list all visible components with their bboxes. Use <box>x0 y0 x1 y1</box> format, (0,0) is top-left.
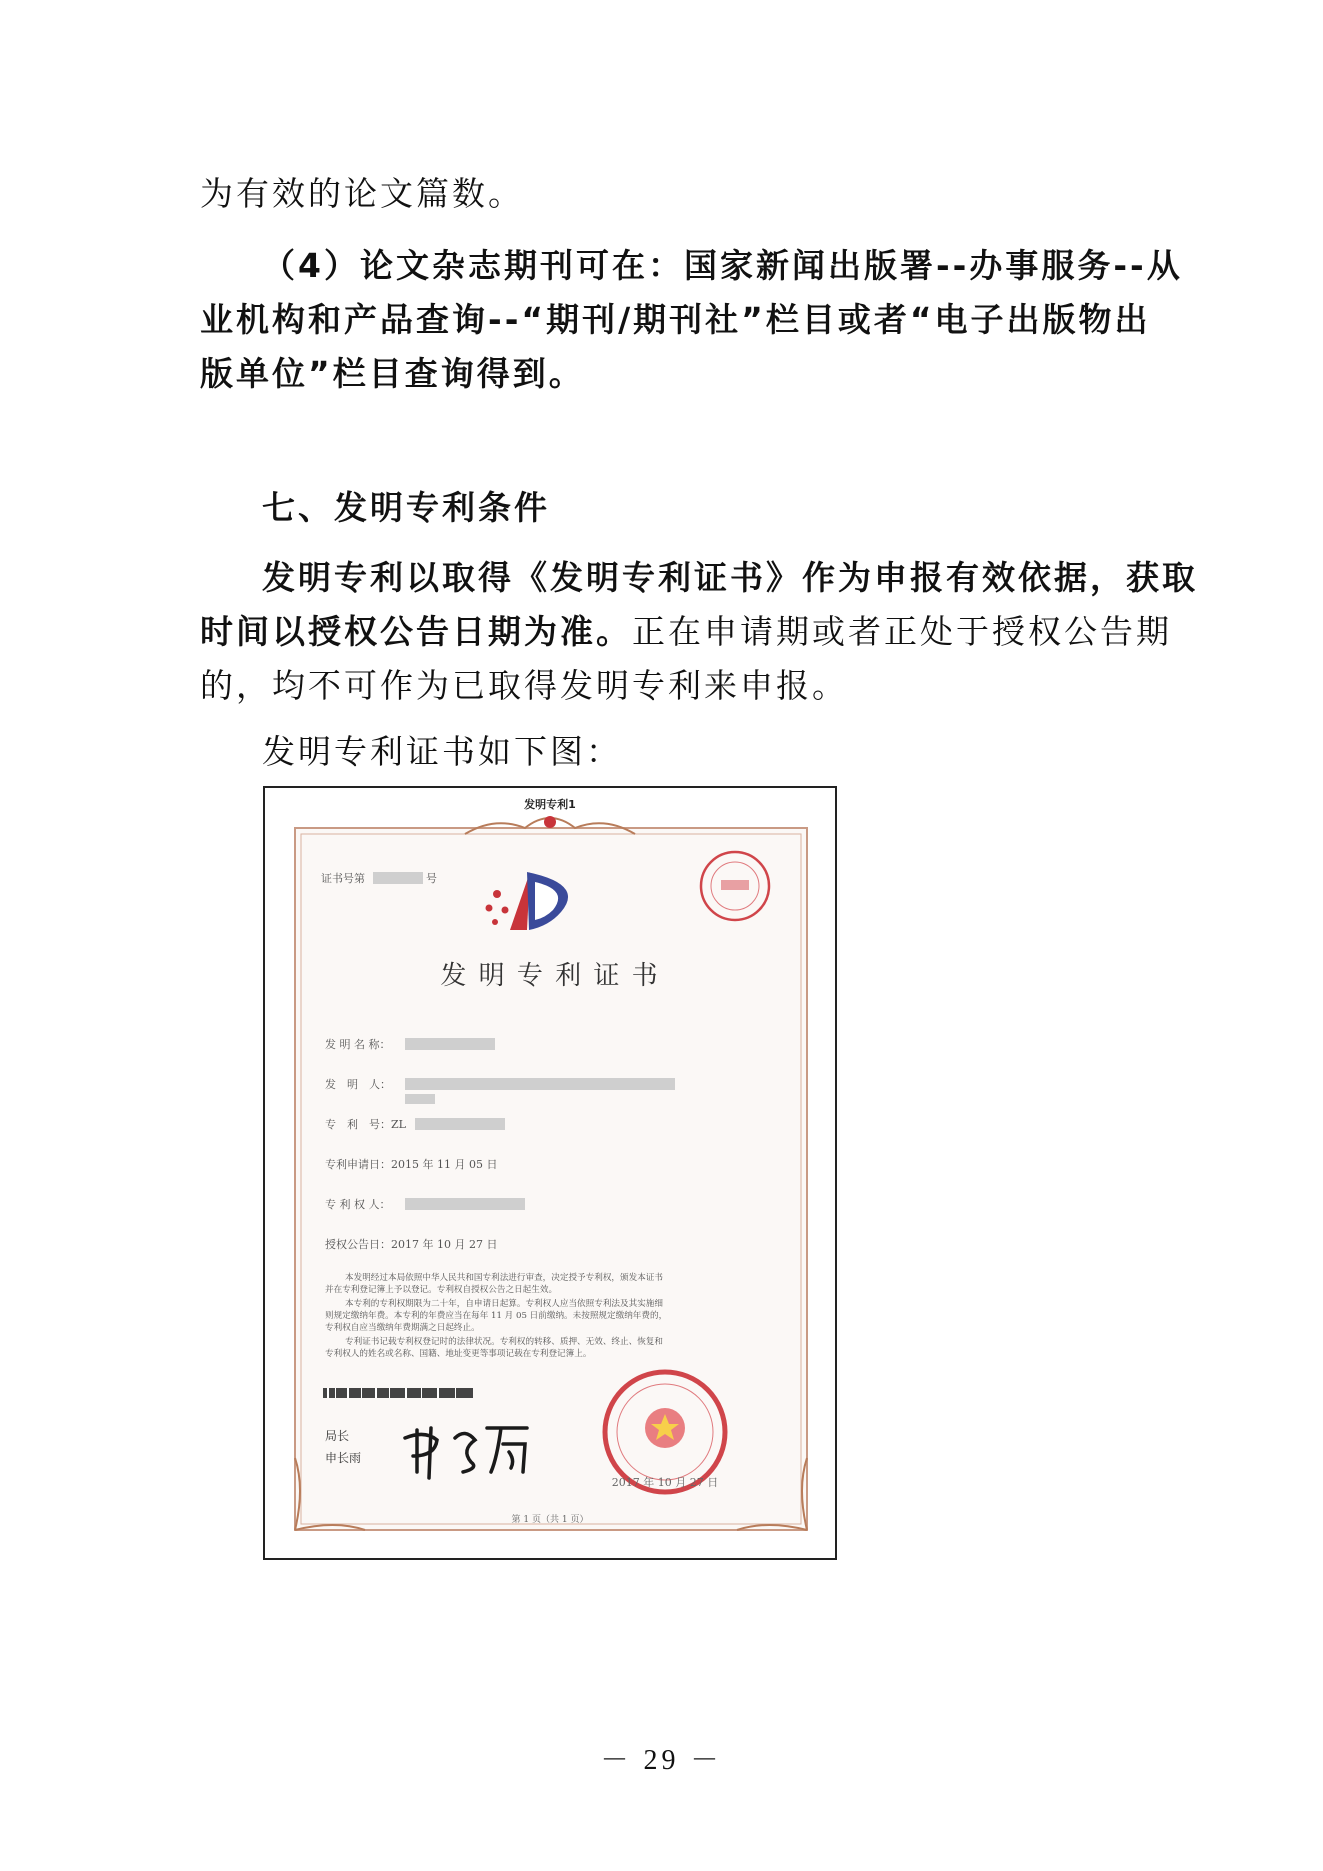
section-heading: 七、发明专利条件 <box>262 488 550 527</box>
field-invention-name: 发 明 名 称： <box>325 1038 391 1051</box>
line-p1-1: 为有效的论文篇数。 <box>200 174 524 213</box>
agency-seal-top-right-icon <box>701 852 769 920</box>
line-p3-1: 发明专利以取得《发明专利证书》作为申报有效依据，获取 <box>262 558 1198 597</box>
line-p3-2-rest: 正在申请期或者正处于授权公告期 <box>632 612 1172 651</box>
line-p2-1: （4）论文杂志期刊可在：国家新闻出版署--办事服务--从 <box>262 246 1183 285</box>
certificate-title: 发 明 专 利 证 书 <box>440 961 660 991</box>
page-number: － 29 － <box>600 1745 723 1776</box>
field-inventor-redacted <box>405 1078 675 1090</box>
line-p3-2 <box>200 606 1172 653</box>
line-p2-3: 版单位”栏目查询得到。 <box>200 354 585 393</box>
field-patent-holder: 专 利 权 人： <box>325 1198 391 1211</box>
field-patent-holder-redacted <box>405 1198 525 1210</box>
patent-certificate-image <box>263 786 837 1560</box>
line-p3-2-bold: 时间以授权公告日期为准。 <box>200 612 632 651</box>
cert-body-line-5: 专利权自应当缴纳年费期满之日起终止。 <box>325 1323 480 1333</box>
field-inventor: 发 明 人： <box>325 1078 391 1091</box>
field-patent-number-redacted <box>415 1118 505 1130</box>
cert-number-redacted <box>373 872 423 884</box>
line-p3-3: 的，均不可作为已取得发明专利来申报。 <box>200 666 848 705</box>
line-p2-2: 业机构和产品查询--“期刊/期刊社”栏目或者“电子出版物出 <box>200 300 1151 339</box>
director-name: 申长雨 <box>325 1451 362 1465</box>
cert-body-line-6: 专利证书记载专利权登记时的法律状况。专利权的转移、质押、无效、终止、恢复和 <box>345 1337 663 1347</box>
cert-body-line-1: 本发明经过本局依照中华人民共和国专利法进行审查，决定授予专利权，颁发本证书 <box>345 1273 663 1283</box>
cert-top-label: 发明专利1 <box>524 798 576 811</box>
field-filing-date: 专利申请日：2015 年 11 月 05 日 <box>325 1158 498 1171</box>
cert-number-label: 证书号第 <box>321 872 365 885</box>
cert-body-line-7: 专利权人的姓名或名称、国籍、地址变更等事项记载在专利登记簿上。 <box>325 1349 592 1359</box>
cert-number-suffix: 号 <box>426 872 437 885</box>
barcode-icon <box>323 1388 473 1398</box>
field-grant-date: 授权公告日：2017 年 10 月 27 日 <box>325 1238 498 1251</box>
cert-page-footer: 第 1 页（共 1 页） <box>511 1515 589 1525</box>
cert-body-line-3: 本专利的专利权期限为二十年，自申请日起算。专利权人应当依照专利法及其实施细 <box>345 1299 663 1309</box>
figure-caption: 发明专利证书如下图： <box>262 732 622 771</box>
certificate-svg <box>265 788 835 1558</box>
cert-body-line-4: 则规定缴纳年费。本专利的年费应当在每年 11 月 05 日前缴纳。未按照规定缴纳年费的， <box>325 1311 668 1321</box>
seal-date: 2017 年 10 月 27 日 <box>611 1476 719 1489</box>
field-invention-name-redacted <box>405 1038 495 1050</box>
director-title: 局长 <box>325 1429 350 1443</box>
field-inventor-redacted-2 <box>405 1094 435 1104</box>
field-patent-number: 专 利 号：ZL <box>325 1118 406 1131</box>
cert-body-line-2: 并在专利登记簿上予以登记。专利权自授权公告之日起生效。 <box>325 1285 558 1295</box>
